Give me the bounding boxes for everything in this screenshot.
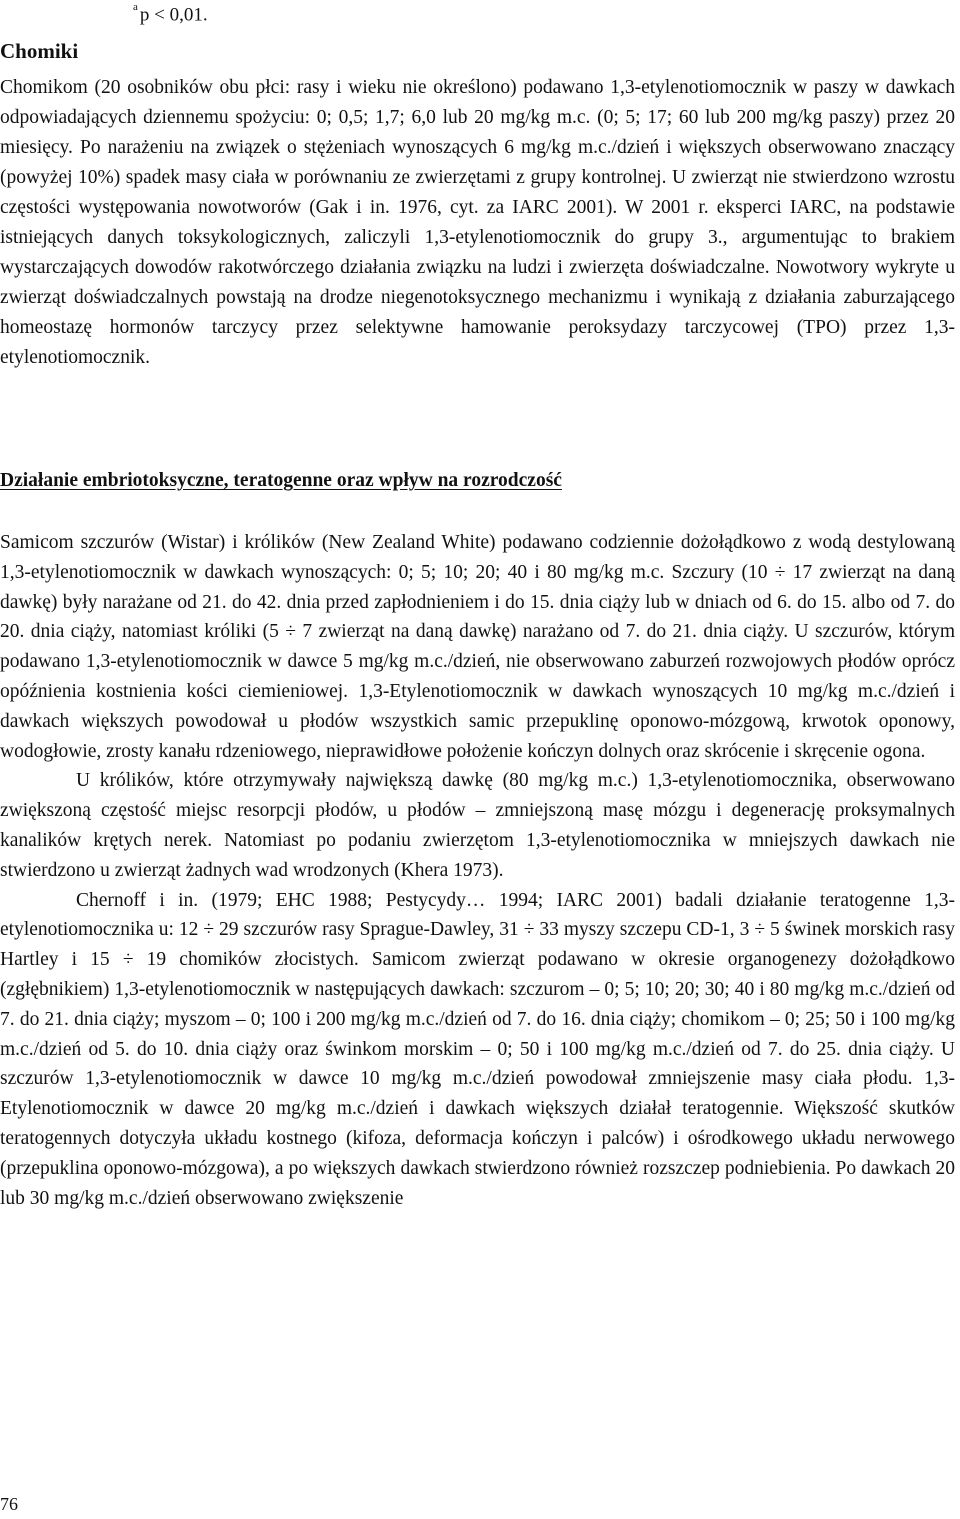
section-text-hamsters: Chomikom (20 osobników obu płci: rasy i wieku nie określono) podawano 1,3-etylenotiomocznik w paszy w dawkach odpowiadających dziennemu spożyciu: 0; 0,5; 1,7; 6,0 lub 20 mg/kg m.c. (0; 5; 17; 60 lub 200 mg/kg paszy) przez 20 miesięcy. Po narażeniu na związek o stężeniach wynoszących 6 mg/kg m.c./dzień i większych obserwowano znaczący (powyżej 10%) spadek masy ciała w porównaniu ze zwierzętami z grupy kontrolnej. U zwierząt nie stwierdzono wzrostu częstości występowania nowotworów (Gak i in. 1976, cyt. za IARC 2001). W 2001 r. eksperci IARC, na podstawie istniejących danych toksykologicznych, zaliczyli 1,3-etylenotiomocznik do grupy 3., argumentując to brakiem wystarczających dowodów rakotwórczego działania związku na ludzi i zwierzęta doświadczalne. Nowotwory wykryte u zwierząt doświadczalnych powstają na drodze niegenotoksycznego mechanizmu i wynikają z działania zaburzającego homeostazę hormonów tarczycy przez selektywne hamowanie peroksydazy tarczycowej (TPO) przez 1,3-etylenotiomocznik. [0,77,955,368]
paragraph: U królików, które otrzymywały największą dawkę (80 mg/kg m.c.) 1,3-etylenotiomocznika, obserwowano zwiększoną częstość miejsc resorpcji płodów, u płodów – zmniejszoną masę mózgu i degenerację proksymalnych kanalików krętych nerek. Natomiast po podaniu zwierzętom 1,3-etylenotiomocznika w mniejszych dawkach nie stwierdzono u zwierząt żadnych wad wrodzonych (Khera 1973). [0,770,955,881]
section-body-embryotoxic [0,528,955,1213]
page-number: 76 [0,1494,18,1514]
footnote-top [133,0,208,27]
footnote-text: p < 0,01. [139,4,208,26]
section-title-hamsters: Chomiki [0,39,79,63]
footnote-marker: a [133,1,138,13]
section-heading-embryotoxic: Działanie embriotoksyczne, teratogenne oraz wpływ na rozrodczość [0,470,562,491]
paragraph: Samicom szczurów (Wistar) i królików (New Zealand White) podawano codziennie dożołądkowo z wodą destylowaną 1,3-etylenotiomocznik w dawkach wynoszących: 0; 5; 10; 20; 40 i 80 mg/kg m.c. Szczury (10 ÷ 17 zwierząt na daną dawkę) były narażane od 21. do 42. dnia przed zapłodnieniem i do 15. dnia ciąży lub w dniach od 6. do 15. albo od 7. do 20. dnia ciąży, natomiast króliki (5 ÷ 7 zwierząt na daną dawkę) narażano od 7. do 21. dnia ciąży. U szczurów, którym podawano 1,3-etylenotiomocznik w dawce 5 mg/kg m.c./dzień, nie obserwowano zaburzeń rozwojowych płodów oprócz opóźnienia kostnienia kości ciemieniowej. 1,3-Etylenotiomocznik w dawkach wynoszących 10 mg/kg m.c./dzień i dawkach większych powodował u płodów wszystkich samic przepuklinę oponowo-mózgową, krwotok oponowy, wodogłowie, zrosty kanału rdzeniowego, nieprawidłowe położenie kończyn dolnych oraz skrócenie i skręcenie ogona. [0,532,955,762]
paragraph: Chernoff i in. (1979; EHC 1988; Pestycydy… 1994; IARC 2001) badali działanie teratogenne 1,3-etylenotiomocznika u: 12 ÷ 29 szczurów rasy Sprague-Dawley, 31 ÷ 33 myszy szczepu CD-1, 3 ÷ 5 świnek morskich rasy Hartley i 15 ÷ 19 chomików złocistych. Samicom zwierząt podawano w okresie organogenezy dożołądkowo (zgłębnikiem) 1,3-etylenotiomocznik w następujących dawkach: szczurom – 0; 5; 10; 20; 30; 40 i 80 mg/kg m.c./dzień od 7. do 21. dnia ciąży; myszom – 0; 100 i 200 mg/kg m.c./dzień od 7. do 16. dnia ciąży; chomikom – 0; 25; 50 i 100 mg/kg m.c./dzień od 5. do 10. dnia ciąży oraz świnkom morskim – 0; 50 i 100 mg/kg m.c./dzień od 7. do 25. dnia ciąży. U szczurów 1,3-etylenotiomocznik w dawce 10 mg/kg m.c./dzień powodował zmniejszenie masy ciała płodu. 1,3-Etylenotiomocznik w dawce 20 mg/kg m.c./dzień i dawkach większych działał teratogennie. Większość skutków teratogennych dotyczyła układu kostnego (kifoza, deformacja kończyn i palców) i ośrodkowego układu nerwowego (przepuklina oponowo-mózgowa), a po większych dawkach stwierdzono również rozszczep podniebienia. Po dawkach 20 lub 30 mg/kg m.c./dzień obserwowano zwiększenie [0,889,955,1209]
